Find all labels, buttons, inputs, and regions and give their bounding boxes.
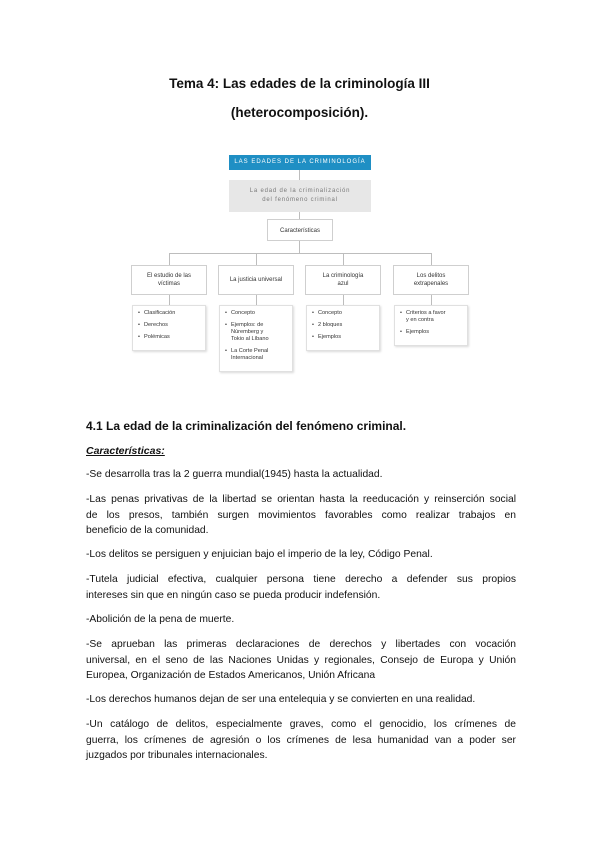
category-label: azul (337, 281, 349, 287)
category-item-text: • Ejemplos (318, 334, 342, 340)
subheading: Características: (86, 445, 165, 457)
paragraph-line: de los presos, también surgen movimientos favorables como realizar trabajos en (86, 509, 516, 521)
paragraph-line: -Los derechos humanos dejan de ser una entelequia y se convierten en una realidad. (86, 694, 476, 705)
paragraph-line: -Los delitos se persiguen y enjuician bajo el imperio de la ley, Código Penal. (86, 549, 433, 560)
criminology-ages-diagram (131, 155, 473, 385)
paragraph-line: beneficio de la comunidad. (86, 525, 209, 536)
category-item (311, 334, 375, 341)
category-item-text: Tokio al Líbano (231, 336, 269, 342)
category-item-text: • La Corte Penal (231, 348, 269, 354)
category-item (224, 310, 288, 317)
connector-line (169, 253, 431, 254)
category-item-text: • Derechos (144, 322, 168, 328)
paragraph-line: juzgados por tribunales internacionales. (86, 750, 268, 761)
category-item-text: • 2 bloques (318, 322, 343, 328)
paragraph (86, 612, 516, 628)
paragraph-line: -Se aprueban las primeras declaraciones de derechos y libertades con vocación (86, 639, 516, 650)
paragraph-line: -Abolición de la pena de muerte. (86, 614, 235, 625)
paragraph-line: intereses sin que en ningún caso se pueda producir indefensión. (86, 589, 381, 601)
paragraph (86, 572, 516, 603)
document-title-line2: (heterocomposición). (230, 105, 369, 120)
category-item (224, 322, 288, 343)
paragraph (86, 692, 516, 708)
paragraph-line: Europea, Organización de Estados Americanos, Unión Africana (86, 670, 376, 681)
category-label: Los delitos (416, 273, 446, 279)
paragraph (86, 717, 516, 764)
connector-line (299, 212, 300, 219)
connector-line (299, 241, 300, 253)
paragraph-line: universal, en el seno de las Naciones Unidas y regionales, Consejo de Europa y Unión (86, 654, 516, 666)
category-label: extrapenales (413, 281, 449, 287)
connector-line (299, 170, 300, 180)
category-label: La justicia universal (229, 277, 283, 283)
connector-line (431, 253, 432, 265)
category-item-text: y en contra (406, 317, 434, 323)
diagram-characteristics-box: Características (267, 219, 333, 241)
category-item (137, 310, 201, 317)
category-item-text: • Concepto (318, 310, 342, 316)
paragraph-line: -Se desarrolla tras la 2 guerra mundial(1945) hasta la actualidad. (86, 469, 383, 480)
paragraph-line: -Tutela judicial efectiva, cualquier persona tiene derecho a defender sus propios (86, 574, 516, 585)
connector-line (256, 253, 257, 265)
category-item (224, 348, 288, 362)
category-item (137, 322, 201, 329)
paragraph-line: -Un catálogo de delitos, especialmente graves, como el genocidio, los crímenes de (86, 719, 516, 730)
paragraph-line: guerra, los crímenes de agresión o los crímenes de lesa humanidad van a poder ser (86, 734, 516, 746)
category-item-list (132, 305, 206, 351)
category-item (399, 310, 463, 324)
category-item-text: • Concepto (231, 310, 255, 316)
category-box (131, 265, 207, 295)
category-item-text: • Polémicas (144, 334, 170, 340)
category-item-text: • Clasificación (144, 310, 176, 316)
paragraph (86, 492, 516, 539)
category-box (218, 265, 294, 295)
category-item-list (306, 305, 380, 351)
category-item-text: Núremberg y (231, 329, 264, 335)
era-line2: del fenómeno criminal (262, 197, 338, 203)
document-title-line1: Tema 4: Las edades de la criminología III (169, 76, 430, 91)
connector-line (343, 253, 344, 265)
category-item-list (219, 305, 293, 372)
connector-line (169, 295, 170, 305)
era-line1: La edad de la criminalización (249, 188, 351, 194)
category-label: El estudio de las (146, 273, 192, 279)
category-item-list (394, 305, 468, 346)
section-heading: 4.1 La edad de la criminalización del fenómeno criminal. (86, 419, 407, 433)
category-item (311, 310, 375, 317)
connector-line (169, 253, 170, 265)
category-item-text: • Ejemplos (406, 329, 430, 335)
category-item-text: • Ejemplos: de (231, 322, 264, 328)
connector-line (343, 295, 344, 305)
category-item-text: Internacional (231, 355, 264, 361)
category-box (305, 265, 381, 295)
category-item (311, 322, 375, 329)
category-box (393, 265, 469, 295)
paragraph (86, 467, 516, 483)
diagram-banner: LAS EDADES DE LA CRIMINOLOGÍA (229, 155, 371, 170)
category-label: La criminología (322, 273, 364, 279)
category-item (399, 329, 463, 336)
diagram-era-box (229, 180, 371, 212)
category-item-text: • Criterios a favor (406, 310, 446, 316)
category-label: víctimas (157, 281, 180, 287)
paragraph-line: -Las penas privativas de la libertad se orientan hasta la reeducación y reinserción social (86, 494, 516, 505)
category-item (137, 334, 201, 341)
paragraph (86, 637, 516, 684)
connector-line (431, 295, 432, 305)
connector-line (256, 295, 257, 305)
paragraph (86, 547, 516, 563)
